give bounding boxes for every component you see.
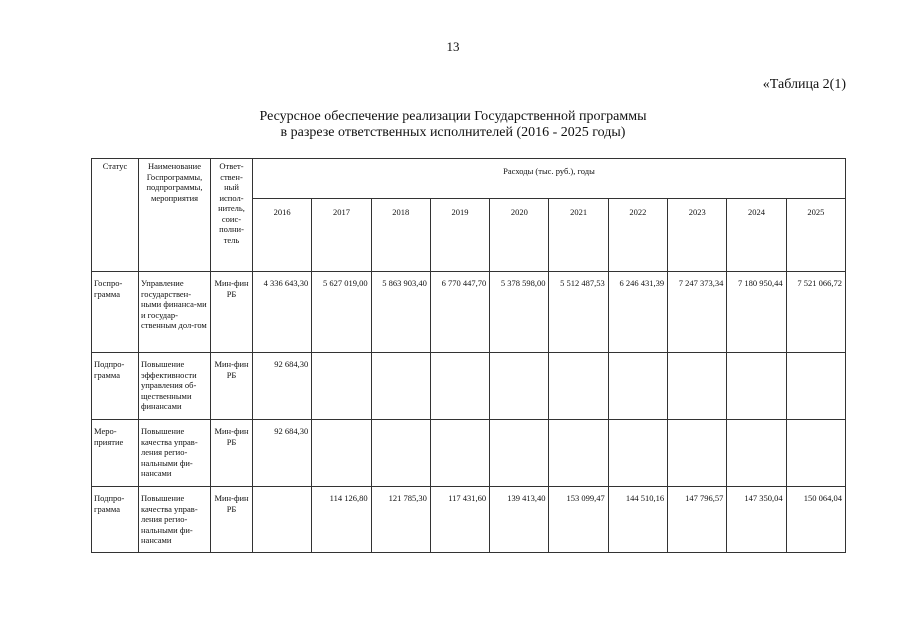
- resource-table: [91, 158, 846, 553]
- cell-value: [430, 353, 489, 420]
- cell-value: [668, 353, 727, 420]
- cell-value: [786, 420, 845, 487]
- header-year: 2017: [312, 199, 371, 272]
- cell-responsible: Мин-фин РБ: [211, 272, 253, 353]
- cell-value: [549, 353, 608, 420]
- cell-value: [608, 420, 667, 487]
- header-year: 2016: [253, 199, 312, 272]
- header-expenses: Расходы (тыс. руб.), годы: [253, 159, 846, 199]
- header-name: Наименование Госпрограммы, подпрограммы, мероприятия: [139, 159, 211, 272]
- cell-value: [608, 353, 667, 420]
- cell-value: 5 378 598,00: [490, 272, 549, 353]
- cell-name: Повышение качества управ-ления регио-нальными фи-нансами: [139, 420, 211, 487]
- cell-status: Меро-приятие: [92, 420, 139, 487]
- cell-value: [727, 420, 786, 487]
- cell-status: Госпро-грамма: [92, 272, 139, 353]
- cell-value: 121 785,30: [371, 487, 430, 553]
- cell-value: 92 684,30: [253, 420, 312, 487]
- cell-value: 92 684,30: [253, 353, 312, 420]
- cell-value: 7 180 950,44: [727, 272, 786, 353]
- cell-value: 5 627 019,00: [312, 272, 371, 353]
- cell-value: 147 796,57: [668, 487, 727, 553]
- cell-value: [312, 353, 371, 420]
- header-year: 2023: [668, 199, 727, 272]
- cell-value: [253, 487, 312, 553]
- cell-value: [668, 420, 727, 487]
- cell-value: 150 064,04: [786, 487, 845, 553]
- cell-value: 6 246 431,39: [608, 272, 667, 353]
- cell-value: 153 099,47: [549, 487, 608, 553]
- cell-name: Повышение качества управ-ления регио-нальными фи-нансами: [139, 487, 211, 553]
- table-reference: «Таблица 2(1): [762, 77, 846, 92]
- header-year: 2020: [490, 199, 549, 272]
- cell-status: Подпро-грамма: [92, 353, 139, 420]
- header-year: 2021: [549, 199, 608, 272]
- cell-value: [490, 420, 549, 487]
- cell-value: [549, 420, 608, 487]
- table-row: [92, 420, 846, 487]
- cell-responsible: Мин-фин РБ: [211, 487, 253, 553]
- header-year: 2019: [430, 199, 489, 272]
- cell-value: [371, 420, 430, 487]
- cell-name: Управление государствен-ными финанса-ми и государ-ственным дол-гом: [139, 272, 211, 353]
- cell-responsible: Мин-фин РБ: [211, 420, 253, 487]
- cell-value: 7 521 066,72: [786, 272, 845, 353]
- table-row: [92, 487, 846, 553]
- cell-value: [312, 420, 371, 487]
- cell-value: 5 863 903,40: [371, 272, 430, 353]
- header-year: 2025: [786, 199, 845, 272]
- title-line-2: в разрезе ответственных исполнителей (2016 - 2025 годы): [280, 125, 626, 140]
- header-year: 2018: [371, 199, 430, 272]
- header-row: [92, 159, 846, 199]
- cell-value: [371, 353, 430, 420]
- cell-value: 4 336 643,30: [253, 272, 312, 353]
- cell-value: [727, 353, 786, 420]
- cell-value: 147 350,04: [727, 487, 786, 553]
- cell-name: Повышение эффективности управления об-щественными финансами: [139, 353, 211, 420]
- cell-value: 139 413,40: [490, 487, 549, 553]
- page-number: 13: [446, 39, 460, 54]
- header-responsible: Ответ-ствен-ный испол-нитель, соис-полни-тель: [211, 159, 253, 272]
- document-title: [0, 109, 906, 141]
- header-year: 2022: [608, 199, 667, 272]
- cell-value: 6 770 447,70: [430, 272, 489, 353]
- cell-value: 7 247 373,34: [668, 272, 727, 353]
- cell-value: 144 510,16: [608, 487, 667, 553]
- table-row: [92, 272, 846, 353]
- cell-status: Подпро-грамма: [92, 487, 139, 553]
- header-status: Статус: [92, 159, 139, 272]
- cell-value: 117 431,60: [430, 487, 489, 553]
- cell-responsible: Мин-фин РБ: [211, 353, 253, 420]
- cell-value: 114 126,80: [312, 487, 371, 553]
- title-line-1: Ресурсное обеспечение реализации Государственной программы: [259, 109, 647, 124]
- table-row: [92, 353, 846, 420]
- header-year: 2024: [727, 199, 786, 272]
- cell-value: [786, 353, 845, 420]
- cell-value: 5 512 487,53: [549, 272, 608, 353]
- cell-value: [490, 353, 549, 420]
- cell-value: [430, 420, 489, 487]
